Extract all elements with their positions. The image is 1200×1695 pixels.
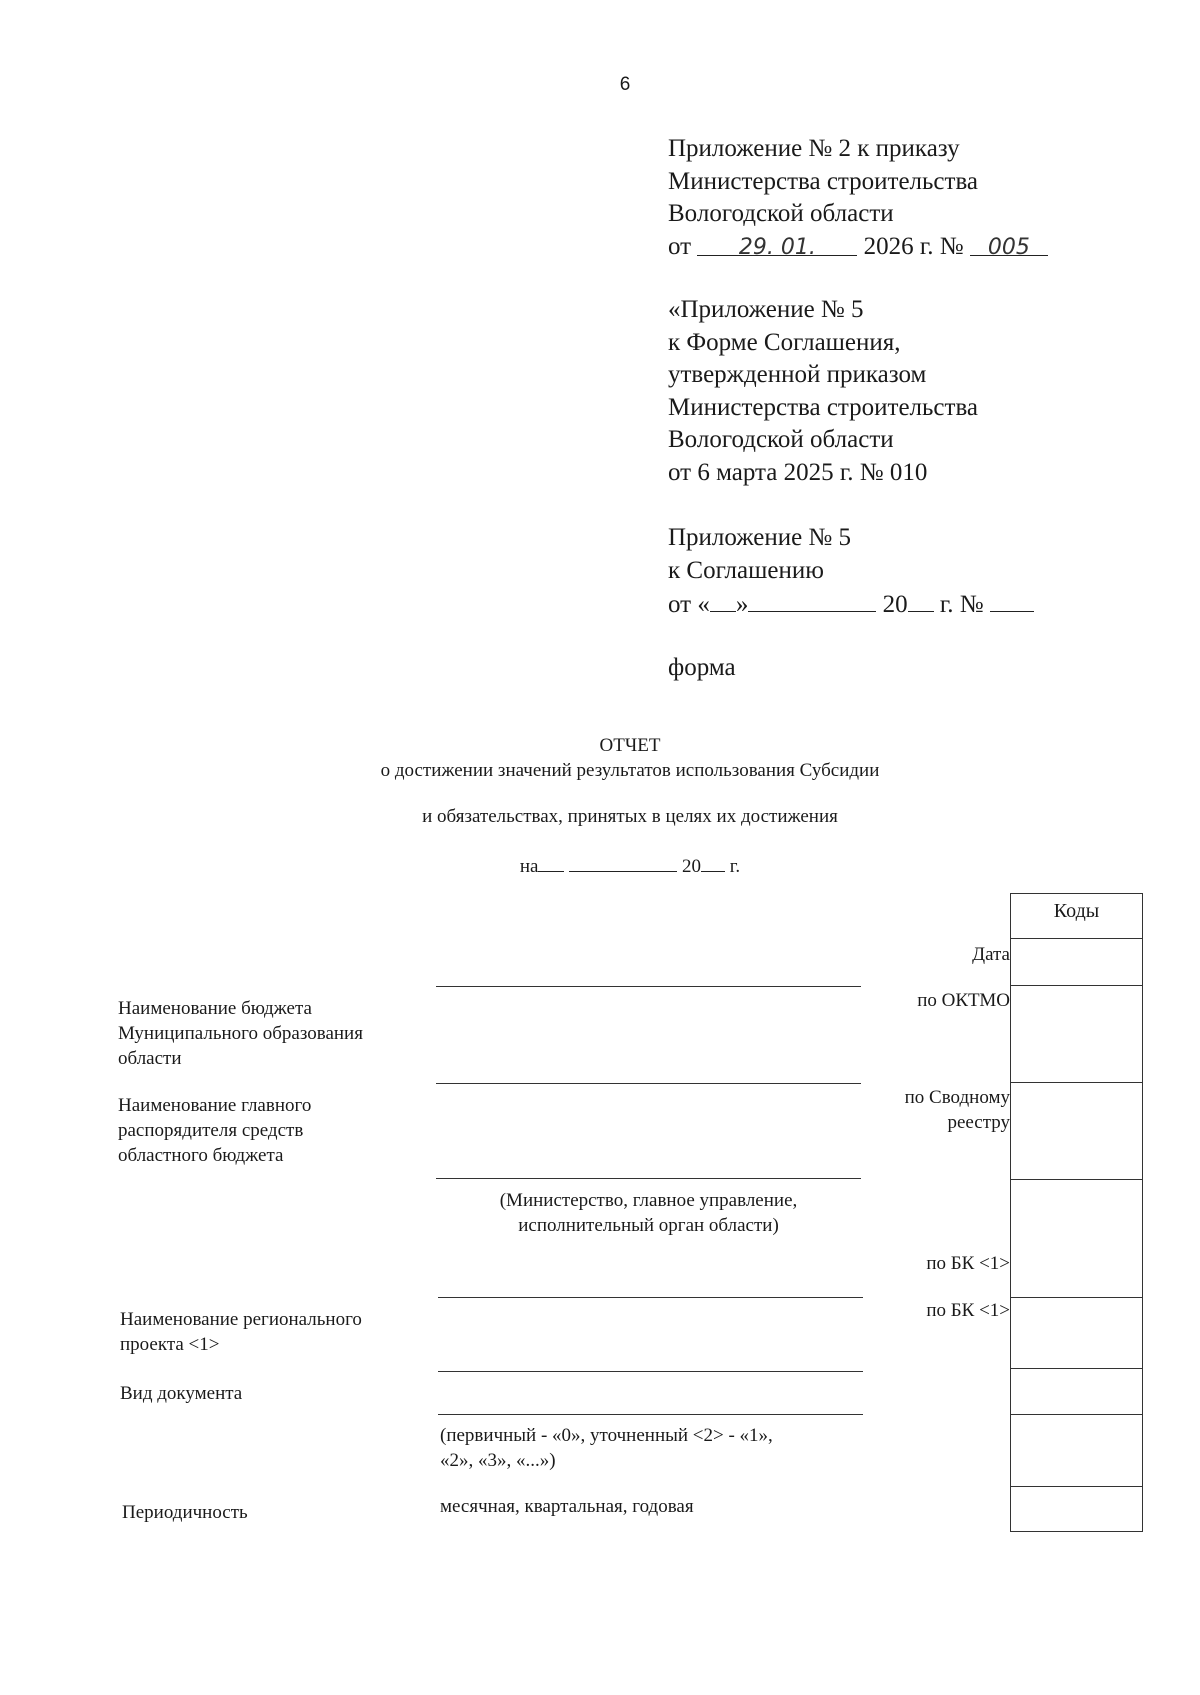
agreement-day-field [710,587,736,612]
periodicity-label: Периодичность [122,1502,248,1523]
form-appendix-line-6: от 6 марта 2025 г. № 010 [668,458,928,486]
form-appendix-block [668,294,978,489]
order-date-year: 2026 г. № [863,232,964,260]
bk-code-label-1: по БК <1> [926,1253,1010,1274]
form-appendix-line-5: Вологодской области [668,426,894,453]
budget-label-line-2: Муниципального образования [118,1023,363,1044]
form-appendix-line-3: утвержденной приказом [668,361,927,388]
project-name-line [438,1297,863,1298]
report-day-field [538,853,564,872]
form-label: форма [668,654,736,681]
agreement-date-line [668,587,1034,622]
order-appendix-line-2: Министерства строительства [668,167,979,195]
codes-row-divider [1011,938,1142,939]
form-appendix-line-4: Министерства строительства [668,393,979,421]
doc-type-hint-line-1: (первичный - «0», уточненный <2> - «1», [440,1425,773,1446]
doc-type-line-2 [438,1414,863,1415]
project-label-line-2: проекта <1> [120,1334,220,1355]
order-number-field [970,231,1048,260]
report-date-suffix: г. [729,856,741,877]
codes-row-divider [1011,1368,1142,1369]
order-date-field [697,231,857,260]
agreement-year-field [908,587,934,612]
form-appendix-line-1: «Приложение № 5 [668,296,864,323]
manager-name-line-1 [436,1083,861,1084]
bk-code-label-2: по БК <1> [926,1300,1010,1321]
agreement-date-mid: » [735,591,749,618]
registry-code-label-2: реестру [947,1112,1010,1133]
manager-label-line-2: распорядителя средств [118,1120,304,1141]
agreement-appendix-line-2: к Соглашению [668,556,824,584]
report-date-line [0,853,1200,878]
form-appendix-line-2: к Форме Соглашения, [668,328,901,356]
agreement-appendix-block [668,522,1034,622]
codes-row-divider [1011,985,1142,986]
report-date-prefix: на [519,856,539,877]
agreement-date-prefix: от « [668,591,710,618]
registry-code-label-1: по Сводному [904,1087,1010,1108]
order-date-prefix: от [668,232,692,260]
agreement-month-field [748,587,876,612]
agreement-date-suffix: г. № [939,591,984,618]
page-number: 6 [619,74,631,95]
project-name-label [120,1307,362,1357]
report-title: ОТЧЕТ [599,735,661,756]
budget-label-line-3: области [118,1048,182,1069]
manager-label-line-1: Наименование главного [118,1095,312,1116]
doc-type-line-1 [438,1371,863,1372]
codes-table [1010,893,1143,1532]
manager-hint-line-1: (Министерство, главное управление, [499,1190,798,1211]
budget-name-line [436,986,861,987]
manager-hint [436,1188,861,1238]
budget-name-label [118,996,363,1071]
agreement-date-year: 20 [882,591,908,618]
codes-row-divider [1011,1486,1142,1487]
project-label-line-1: Наименование регионального [120,1309,362,1330]
order-appendix-block [668,133,1048,263]
codes-row-divider [1011,1082,1142,1083]
report-subtitle-1: о достижении значений результатов использования Субсидии [380,760,880,781]
manager-label-line-3: областного бюджета [118,1145,284,1166]
report-date-year: 20 [681,856,701,877]
agreement-appendix-line-1: Приложение № 5 [668,524,852,551]
codes-row-divider [1011,1179,1142,1180]
doc-type-hint-line-2: «2», «3», «...») [440,1450,556,1471]
manager-name-line-2 [436,1178,861,1179]
manager-name-label [118,1093,311,1168]
agreement-number-field [990,587,1034,612]
manager-hint-line-2: исполнительный орган области) [518,1215,779,1236]
order-appendix-line-3: Вологодской области [668,200,894,227]
oktmo-code-label: по ОКТМО [917,990,1010,1011]
report-year-field [701,853,725,872]
report-month-field [569,853,677,872]
report-subtitle-2: и обязательствах, принятых в целях их достижения [422,806,838,827]
budget-label-line-1: Наименование бюджета [118,998,312,1019]
order-appendix-line-1: Приложение № 2 к приказу [668,135,960,162]
codes-header: Коды [1053,900,1100,922]
doc-type-hint [440,1423,773,1473]
doc-type-label: Вид документа [120,1383,243,1404]
date-code-label: Дата [972,944,1010,965]
order-date-handwritten: 29. 01. [738,234,816,260]
order-number-handwritten: 005 [987,234,1030,260]
periodicity-value: месячная, квартальная, годовая [440,1496,694,1517]
order-date-line [668,231,1048,264]
codes-row-divider [1011,1297,1142,1298]
codes-row-divider [1011,1414,1142,1415]
